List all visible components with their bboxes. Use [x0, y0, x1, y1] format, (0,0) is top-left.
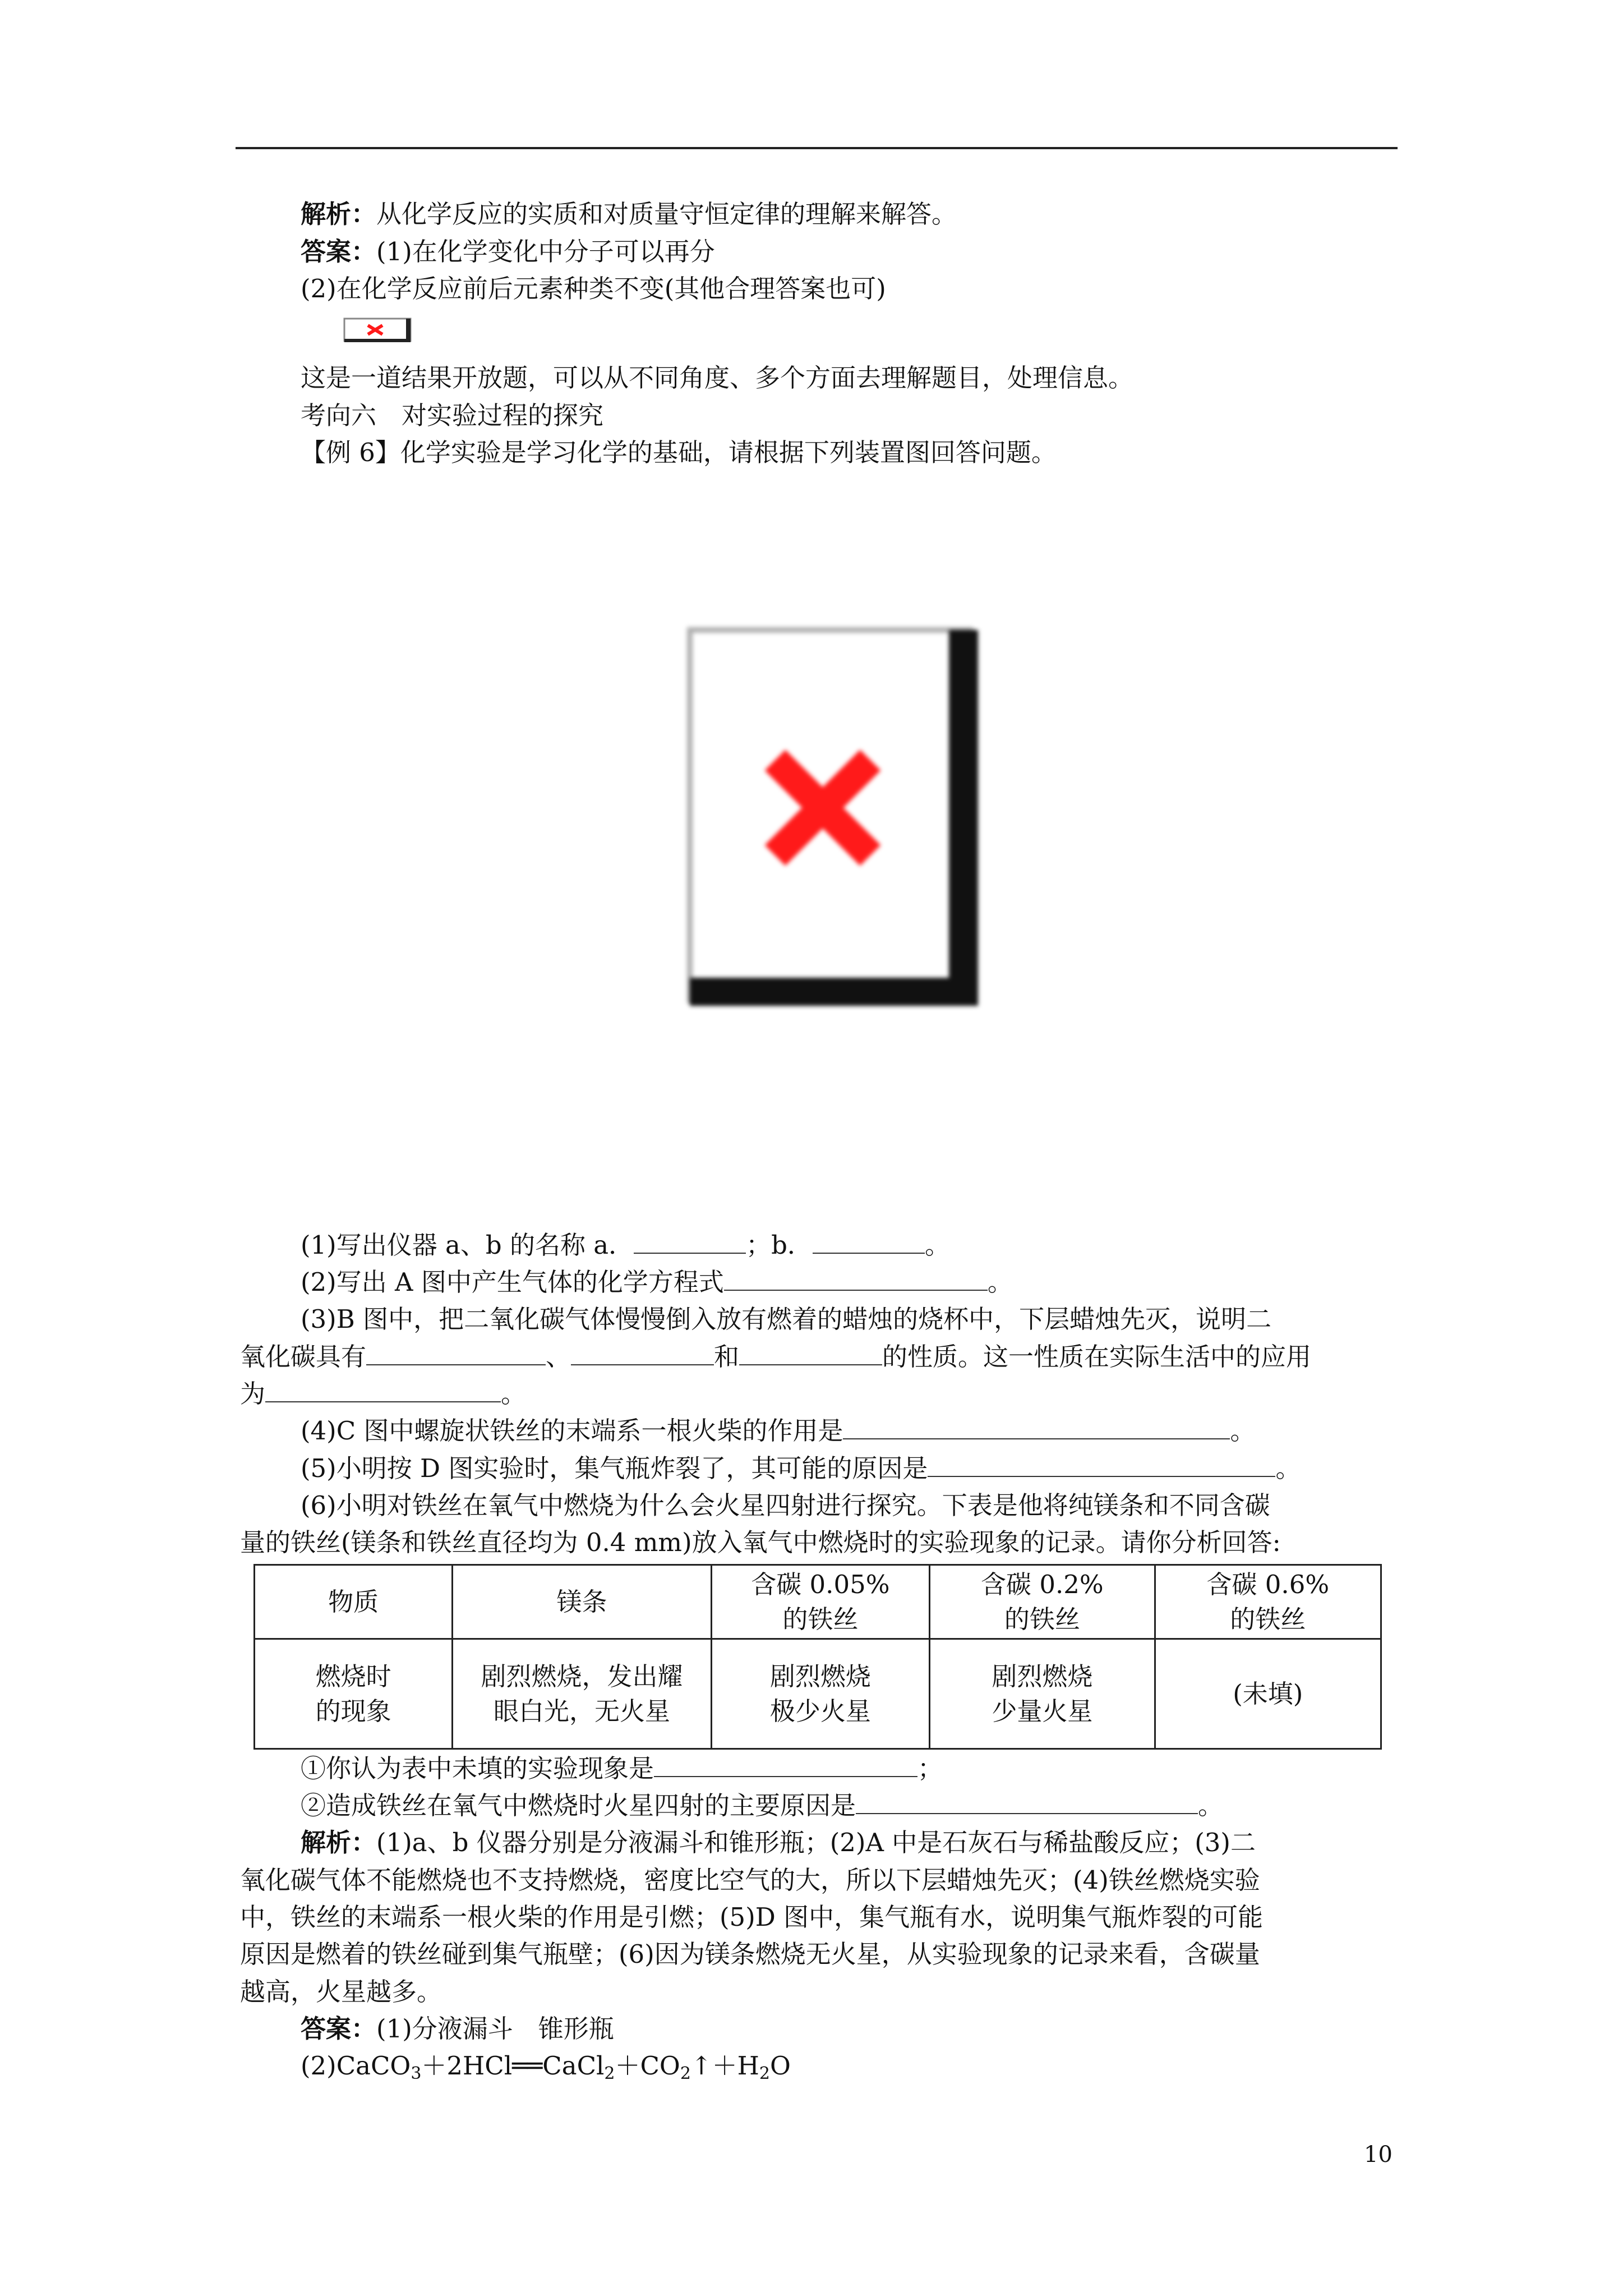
question-3-line-1: (3)B 图中，把二氧化碳气体慢慢倒入放有燃着的蜡烛的烧杯中，下层蜡烛先灭，说明二: [301, 1304, 1272, 1334]
answer-line-1: [301, 235, 715, 269]
blank-match-purpose[interactable]: [843, 1417, 1230, 1439]
blank-application[interactable]: [265, 1380, 501, 1402]
blank-a[interactable]: [634, 1231, 746, 1254]
analysis-line-5: 原因是燃着的铁丝碰到集气瓶壁；(6)因为镁条燃烧无火星，从实验现象的记录来看，含碳量: [240, 1939, 1260, 1969]
sub-question-2: [301, 1789, 1223, 1823]
table-cell: 剧烈燃烧 极少火星: [711, 1639, 930, 1749]
blank-property-2[interactable]: [571, 1343, 714, 1365]
analysis-label: 解析：: [301, 1828, 377, 1857]
blank-equation[interactable]: [724, 1268, 988, 1291]
question-6-line-2: 量的铁丝(镁条和铁丝直径均为 0.4 mm)放入氧气中燃烧时的实验现象的记录。请你分析回答:: [240, 1527, 1281, 1557]
table-header-row: [255, 1565, 1381, 1639]
question-4-end: 。: [1230, 1416, 1256, 1446]
question-5-end: 。: [1275, 1453, 1301, 1483]
answer-line-2: (2)在化学反应前后元素种类不变(其他合理答案也可): [301, 274, 886, 303]
question-1-text: (1)写出仪器 a、b 的名称 a．: [301, 1230, 634, 1260]
header-cell: 含碳 0.6% 的铁丝: [1155, 1565, 1381, 1639]
analysis-line-2: [301, 1826, 1256, 1860]
analysis-line-1: [301, 197, 957, 231]
question-1-sep: ；b．: [746, 1230, 813, 1260]
question-2-text: (2)写出 A 图中产生气体的化学方程式: [301, 1267, 724, 1297]
question-4: [301, 1414, 1256, 1448]
table-cell: (未填): [1155, 1639, 1381, 1749]
analysis-line-6: 越高，火星越多。: [240, 1977, 442, 2007]
question-3-text-f: 。: [501, 1379, 527, 1409]
question-5-text: (5)小明按 D 图实验时，集气瓶炸裂了，其可能的原因是: [301, 1453, 928, 1483]
question-3-text-c: 和: [714, 1342, 740, 1372]
question-4-text: (4)C 图中螺旋状铁丝的末端系一根火柴的作用是: [301, 1416, 843, 1446]
question-5: [301, 1452, 1301, 1485]
header-cell: 含碳 0.05% 的铁丝: [711, 1565, 930, 1639]
analysis-text: (1)a、b 仪器分别是分液漏斗和锥形瓶；(2)A 中是石灰石与稀盐酸反应；(3)二: [376, 1828, 1256, 1857]
section-heading: 考向六 对实验过程的探究: [301, 401, 604, 430]
note-line: 这是一道结果开放题，可以从不同角度、多个方面去理解题目，处理信息。: [301, 363, 1134, 393]
question-3-text-d: 的性质。这一性质在实际生活中的应用: [882, 1342, 1312, 1372]
answer-text: (1)分液漏斗 锥形瓶: [376, 2014, 614, 2044]
page-number: 10: [1364, 2142, 1393, 2168]
blank-property-1[interactable]: [366, 1343, 546, 1365]
broken-image-icon: [343, 318, 413, 343]
analysis-line-3: 氧化碳气体不能燃烧也不支持燃烧，密度比空气的大，所以下层蜡烛先灭；(4)铁丝燃烧实验: [240, 1865, 1260, 1895]
header-cell: 含碳 0.2% 的铁丝: [930, 1565, 1155, 1639]
answer-line-3: [301, 2012, 614, 2046]
table-cell: 剧烈燃烧 少量火星: [930, 1639, 1155, 1749]
experiment-table: [253, 1564, 1382, 1750]
sub-question-1: [301, 1752, 943, 1786]
analysis-label: 解析：: [301, 199, 377, 229]
example-heading: 【例 6】化学实验是学习化学的基础，请根据下列装置图回答问题。: [301, 438, 1057, 467]
question-3-text-b: 、: [546, 1342, 571, 1372]
header-cell: 镁条: [453, 1565, 711, 1639]
question-1-end: 。: [924, 1230, 950, 1260]
table-cell: 剧烈燃烧，发出耀 眼白光，无火星: [453, 1639, 711, 1749]
sub-question-1-end: ；: [917, 1754, 943, 1783]
question-1: [301, 1228, 950, 1262]
blank-phenomenon[interactable]: [654, 1755, 917, 1777]
blank-crack-reason[interactable]: [928, 1455, 1275, 1477]
header-cell: 物质: [255, 1565, 453, 1639]
answer-text: (1)在化学变化中分子可以再分: [376, 237, 715, 266]
chemical-equation: $(2)CaCO_3+2HCl══CaCl_2+CO_2↑+H_2O$: [301, 2051, 791, 2083]
question-2-end: 。: [987, 1267, 1013, 1297]
sub-question-2-end: 。: [1198, 1791, 1224, 1820]
question-3-text-a: 氧化碳具有: [240, 1342, 367, 1372]
blank-b[interactable]: [813, 1231, 925, 1254]
sub-question-2-text: ②造成铁丝在氧气中燃烧时火星四射的主要原因是: [301, 1791, 856, 1820]
blank-property-3[interactable]: [739, 1343, 882, 1365]
blank-main-reason[interactable]: [856, 1792, 1198, 1814]
question-6-line-1: (6)小明对铁丝在氧气中燃烧为什么会火星四射进行探究。下表是他将纯镁条和不同含碳: [301, 1490, 1270, 1520]
analysis-line-4: 中，铁丝的末端系一根火柴的作用是引燃；(5)D 图中，集气瓶有水，说明集气瓶炸裂的可能: [240, 1902, 1264, 1932]
header-rule: [236, 147, 1398, 149]
answer-label: 答案：: [301, 237, 377, 266]
table-cell: 燃烧时 的现象: [255, 1639, 453, 1749]
question-3-line-3: [240, 1377, 526, 1411]
question-3-line-2: [240, 1340, 1311, 1374]
table-row: [255, 1639, 1381, 1749]
sub-question-1-text: ①你认为表中未填的实验现象是: [301, 1754, 654, 1783]
analysis-text: 从化学反应的实质和对质量守恒定律的理解来解答。: [376, 199, 957, 229]
question-2: [301, 1266, 1013, 1299]
question-3-text-e: 为: [240, 1379, 266, 1409]
broken-image-icon: [685, 625, 983, 1013]
answer-label: 答案：: [301, 2014, 377, 2044]
